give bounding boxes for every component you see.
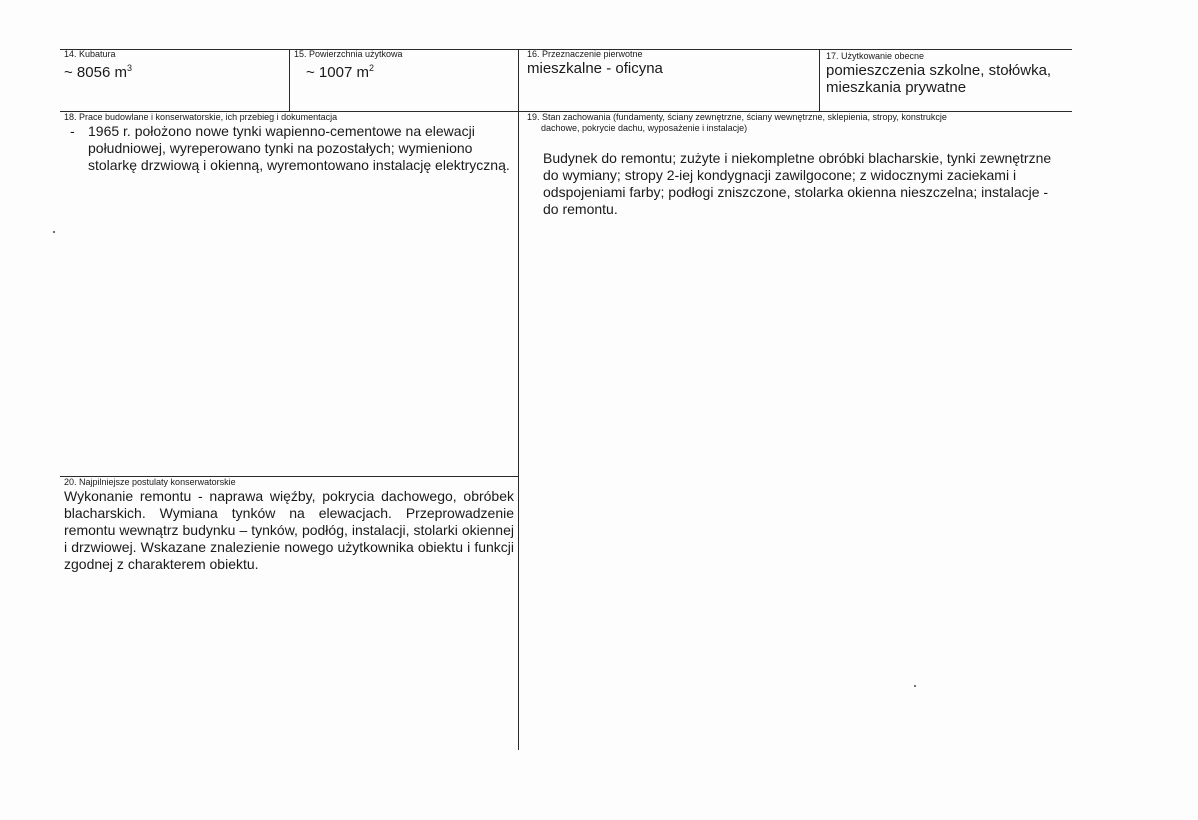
field-20-text: Wykonanie remontu - naprawa więźby, pokrycia dachowego, obróbek blacharskich. Wymiana tynków na elewacjach. Przeprowadzenie remontu wewnątrz budynku – tynków, podłóg, instalacji, stolarki okiennej i drzwiowej. Wskazane znalezienie nowego użytkownika obiektu i funkcji zgodnej z charakterem obiektu. <box>64 488 514 572</box>
col-divider-center <box>518 49 519 750</box>
field-15-label: 15. Powierzchnia użytkowa <box>294 49 403 59</box>
field-14-label: 14. Kubatura <box>64 49 116 59</box>
field-17-value-line2: mieszkania prywatne <box>826 79 967 96</box>
field-20-label: 20. Najpilniejsze postulaty konserwatorskie <box>64 477 236 487</box>
field-14-value-text: ~ 8056 m <box>64 64 127 81</box>
field-16-przeznaczenie <box>527 49 815 77</box>
field-15-value-text: ~ 1007 m <box>306 64 369 81</box>
field-20-postulaty <box>64 477 514 573</box>
field-14-unit-sup: 3 <box>126 63 132 73</box>
field-18-bullet: - <box>70 123 75 139</box>
field-16-label: 16. Przeznaczenie pierwotne <box>527 49 643 59</box>
field-16-value: mieszkalne - oficyna <box>527 60 663 77</box>
col-divider-1 <box>289 49 290 111</box>
field-15-unit-sup: 2 <box>368 63 374 73</box>
scan-speck <box>53 231 55 233</box>
field-14-kubatura <box>64 49 284 81</box>
field-18-label: 18. Prace budowlane i konserwatorskie, ich przebieg i dokumentacja <box>64 112 338 122</box>
field-19-label-line2: dachowe, pokrycie dachu, wyposażenie i instalacje) <box>541 123 748 133</box>
field-19-label-line1: 19. Stan zachowania (fundamenty, ściany zewnętrzne, ściany wewnętrzne, sklepienia, stropy, konstrukcje <box>527 112 947 122</box>
col-divider-3 <box>819 49 820 111</box>
field-14-value <box>64 60 284 81</box>
field-17-label: 17. Użytkowanie obecne <box>826 51 925 61</box>
field-17-uzytkowanie <box>826 49 1070 96</box>
scan-speck <box>914 685 916 687</box>
field-15-powierzchnia <box>294 49 514 81</box>
field-18-prace <box>64 112 514 174</box>
field-17-value-line1: pomieszczenia szkolne, stołówka, <box>826 62 1052 79</box>
field-18-text: 1965 r. położono nowe tynki wapienno-cementowe na elewacji południowej, wyreperowano tynki na pozostałych; wymieniono stolarkę drzwiową i okienną, wyremontowano instalację elektryczną. <box>88 123 510 173</box>
field-19-text: Budynek do remontu; zużyte i niekompletne obróbki blacharskie, tynki zewnętrzne do wymiany; stropy 2-iej kondygnacji zawilgocone; z widocznymi zaciekami i odspojeniami farby; podłogi zniszczone, stolarka okienna nieszczelna; instalacje - do remontu. <box>543 150 1052 217</box>
field-18-list-item <box>64 123 514 174</box>
field-15-value <box>294 60 514 81</box>
field-19-stan-zachowania <box>527 112 1067 218</box>
